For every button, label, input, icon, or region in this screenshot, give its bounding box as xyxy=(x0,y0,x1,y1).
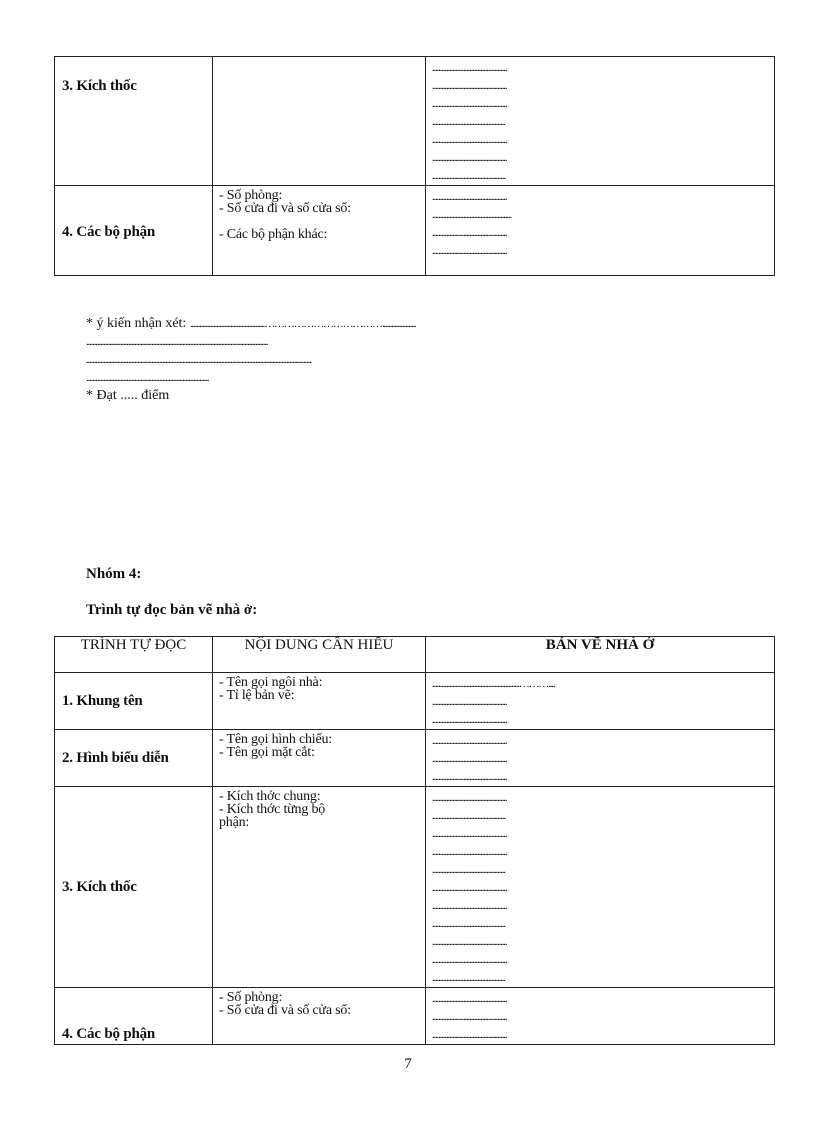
content-line: - Số phòng: xyxy=(219,188,283,203)
row-label-cell xyxy=(55,57,213,186)
table-row xyxy=(55,186,775,276)
row-label-cell xyxy=(55,186,213,276)
content-cell xyxy=(213,730,426,787)
dotted-line[interactable]: ................................................ xyxy=(432,714,507,726)
dotted-line[interactable]: ................................................………………………………...................... xyxy=(189,318,416,330)
dotted-line[interactable]: ............................................... xyxy=(432,864,505,876)
dotted-line[interactable]: ................................................ xyxy=(432,735,507,747)
table-row xyxy=(55,730,775,787)
dotted-line[interactable]: ............................................... xyxy=(432,810,505,822)
dotted-line[interactable]: ................................................ xyxy=(432,98,507,110)
content-line: - Số cửa đi và số cửa sổ: xyxy=(219,1003,351,1018)
column-header: TRÌNH TỰ ĐỌC xyxy=(55,637,213,673)
answer-cell xyxy=(426,787,775,988)
group-title: Nhóm 4: xyxy=(86,566,142,582)
answer-cell xyxy=(426,673,775,730)
row-label-cell xyxy=(55,730,213,787)
content-line: - Tên gọi mặt cắt: xyxy=(219,745,315,760)
comment-line xyxy=(86,315,416,333)
dotted-line[interactable]: ................................................ xyxy=(432,954,507,966)
content-line: - Số cửa đi và số cửa sổ: xyxy=(219,201,351,216)
content-line: - Tên gọi ngôi nhà: xyxy=(219,675,323,690)
content-line: - Số phòng: xyxy=(219,990,283,1005)
dotted-line[interactable]: ............................................... xyxy=(432,116,505,128)
dotted-line[interactable]: ................................................ xyxy=(432,846,507,858)
dotted-lines xyxy=(426,186,774,260)
comments-block xyxy=(86,315,416,405)
dotted-line[interactable]: ................................................ xyxy=(432,245,507,257)
content-lines xyxy=(213,673,425,702)
content-lines xyxy=(213,186,425,241)
content-line: phận: xyxy=(219,815,250,830)
dotted-line[interactable]: ................................................ xyxy=(432,62,507,74)
dotted-line[interactable]: ............................................... xyxy=(432,918,505,930)
dotted-line[interactable]: ................................................ xyxy=(432,771,507,783)
row-label: 4. Các bộ phận xyxy=(62,224,156,240)
dotted-line[interactable]: ................................................ xyxy=(432,828,507,840)
group-subtitle: Trình tự đọc bản vẽ nhà ở: xyxy=(86,602,258,618)
dotted-lines xyxy=(426,57,774,185)
dotted-line[interactable]: ..................................................................................................................... xyxy=(86,336,268,348)
dotted-lines xyxy=(426,730,774,786)
row-label: 3. Kích thốc xyxy=(62,78,137,94)
dotted-line[interactable]: ............................................... xyxy=(432,972,505,984)
dotted-line[interactable]: ................................................ xyxy=(432,792,507,804)
dotted-line[interactable]: ................................................ xyxy=(432,993,507,1005)
page-number: 7 xyxy=(404,1056,412,1072)
column-header: BẢN VẼ NHÀ Ở xyxy=(426,637,775,673)
dotted-lines xyxy=(426,673,774,729)
dotted-lines xyxy=(426,988,774,1044)
comment-label: * ý kiến nhận xét: xyxy=(86,316,187,331)
dotted-line[interactable]: ................................................ xyxy=(432,134,507,146)
dotted-line[interactable]: ................................................ xyxy=(432,696,507,708)
content-lines xyxy=(213,988,425,1017)
reading-order-table xyxy=(54,636,775,1045)
table-row xyxy=(55,988,775,1045)
table-row xyxy=(55,57,775,186)
dotted-line[interactable]: ................................................ xyxy=(432,753,507,765)
answer-cell xyxy=(426,988,775,1045)
dotted-lines xyxy=(426,787,774,987)
content-lines xyxy=(213,787,425,829)
table-row xyxy=(55,673,775,730)
answer-cell xyxy=(426,730,775,787)
content-line: - Kích thớc chung: xyxy=(219,789,321,804)
row-label-cell xyxy=(55,988,213,1045)
content-cell xyxy=(213,988,426,1045)
dotted-line[interactable]: ........................................................……….... xyxy=(432,678,555,690)
table-row xyxy=(55,787,775,988)
content-line: - Các bộ phận khác: xyxy=(219,227,328,242)
content-cell xyxy=(213,57,426,186)
dotted-line[interactable]: ................................................ xyxy=(432,1029,507,1041)
row-label: 1. Khung tên xyxy=(62,693,143,709)
row-label: 2. Hình biểu diễn xyxy=(62,750,169,766)
dotted-line[interactable]: ................................................................................................................................................. xyxy=(86,354,311,366)
content-cell xyxy=(213,186,426,276)
content-line: - Tỉ lệ bản vẽ: xyxy=(219,688,295,703)
dotted-line[interactable]: ................................................ xyxy=(432,900,507,912)
row-label: 3. Kích thốc xyxy=(62,879,137,895)
dotted-line[interactable]: ................................................ xyxy=(432,80,507,92)
table-header-row xyxy=(55,637,775,673)
top-table xyxy=(54,56,775,276)
dotted-line[interactable]: ................................................ xyxy=(432,936,507,948)
answer-cell xyxy=(426,57,775,186)
score-line: * Đạt ..... điểm xyxy=(86,388,170,403)
column-header: NỘI DUNG CẦN HIỂU xyxy=(213,637,426,673)
dotted-line[interactable]: ............................................... xyxy=(432,170,505,182)
dotted-line[interactable]: ................................................ xyxy=(432,152,507,164)
dotted-line[interactable]: ............................................................................... xyxy=(86,372,209,384)
content-cell xyxy=(213,787,426,988)
content-line: - Kích thớc từng bộ xyxy=(219,802,326,817)
answer-cell xyxy=(426,186,775,276)
dotted-line[interactable]: ................................................ xyxy=(432,191,507,203)
dotted-line[interactable]: ................................................ xyxy=(432,1011,507,1023)
row-label: 4. Các bộ phận xyxy=(62,1026,156,1042)
row-label-cell xyxy=(55,673,213,730)
dotted-line[interactable]: ................................................ xyxy=(432,227,507,239)
content-cell xyxy=(213,673,426,730)
dotted-line[interactable]: ................................................ xyxy=(432,882,507,894)
content-line: - Tên gọi hình chiếu: xyxy=(219,732,332,747)
row-label-cell xyxy=(55,787,213,988)
content-lines xyxy=(213,730,425,759)
dotted-line[interactable]: ................................................... xyxy=(432,209,512,221)
